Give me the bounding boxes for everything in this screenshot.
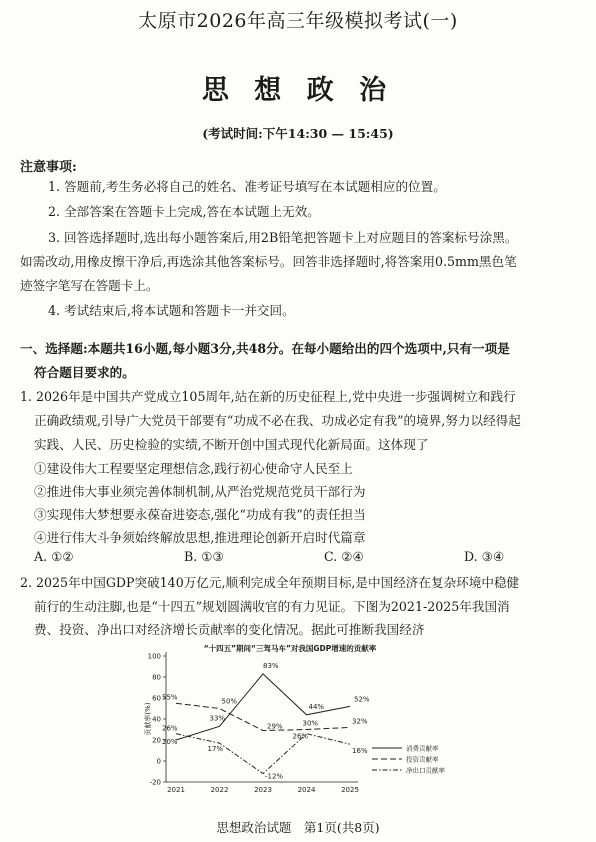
notice-line: 如需改动,用橡皮擦干净后,再选涂其他答案标号。回答非选择题时,将答案用0.5mm黑色笔 — [20, 254, 517, 269]
y-tick-label: 0 — [156, 757, 161, 766]
exam-title: 太原市2026年高三年级模拟考试(一) — [138, 10, 458, 32]
series-line-3 — [176, 734, 350, 774]
contribution-chart — [140, 642, 470, 814]
x-tick-label: 2022 — [210, 786, 229, 794]
question-1-text: 1. 2026年是中国共产党成立105周年,站在新的历史征程上,党中央进一步强调树立和践行 — [20, 389, 516, 404]
exam-time: (考试时间:下午14:30 — 15:45) — [202, 126, 394, 141]
option-a: A. ①② — [34, 549, 74, 564]
notice-line: 3. 回答选择题时,选出每小题答案后,用2B铅笔把答题卡上对应题目的答案标号涂黑。 — [48, 230, 518, 245]
option-c: C. ②④ — [324, 549, 364, 564]
chart-ylabel: 贡献率(%) — [144, 702, 152, 736]
question-2-text: 费、投资、净出口对经济增长贡献率的变化情况。据此可推断我国经济 — [34, 622, 425, 637]
y-tick-label: 60 — [152, 694, 161, 703]
option-b: B. ①③ — [184, 549, 224, 564]
data-label: -12% — [265, 772, 284, 781]
question-1-statement: ①建设伟大工程要坚定理想信念,践行初心使命守人民至上 — [34, 461, 353, 476]
question-2-text: 2. 2025年中国GDP突破140万亿元,顺利完成全年预期目标,是中国经济在复杂环境中稳健 — [20, 575, 520, 590]
question-2-text: 前行的生动注脚,也是“十四五”规划圆满收官的有力见证。下图为2021-2025年我国消 — [34, 599, 510, 614]
data-label: 26% — [292, 732, 309, 741]
contribution-chart-svg — [140, 642, 470, 814]
data-label: 52% — [354, 695, 370, 704]
x-tick-label: 2025 — [341, 786, 359, 794]
option-d: D. ③④ — [464, 549, 505, 564]
chart-title: “十四五”期间“三驾马车”对我国GDP增速的贡献率 — [203, 644, 377, 653]
notice-line: 迹签字笔写在答题卡上。 — [20, 278, 159, 293]
legend-label-1: 消费贡献率 — [406, 744, 439, 753]
question-1-text: 正确政绩观,引导广大党员干部要有“功成不必在我、功成必定有我”的境界,努力以经得起 — [34, 413, 521, 428]
question-1-text: 实践、人民、历史检验的实绩,不断开创中国式现代化新局面。这体现了 — [34, 437, 429, 452]
question-1-statement: ④进行伟大斗争须始终解放思想,推进理论创新开启时代篇章 — [34, 530, 366, 545]
x-tick-label: 2021 — [167, 786, 185, 794]
notice-line: 1. 答题前,考生务必将自己的姓名、准考证号填写在本试题相应的位置。 — [48, 179, 446, 194]
notice-line: 4. 考试结束后,将本试题和答题卡一并交回。 — [48, 303, 295, 318]
data-label: 30% — [302, 719, 319, 728]
data-label: 44% — [308, 702, 325, 711]
section-heading-cont: 符合题目要求的。 — [34, 365, 135, 380]
data-label: 55% — [162, 693, 178, 702]
x-tick-label: 2024 — [297, 786, 316, 794]
legend-label-2: 投资贡献率 — [406, 755, 439, 764]
question-1-statement: ③实现伟大梦想要永葆奋进姿态,强化“功成有我”的责任担当 — [34, 507, 366, 522]
page-footer: 思想政治试题 第1页(共8页) — [216, 820, 380, 835]
data-label: 17% — [207, 745, 224, 754]
subject-title: 思 想 政 治 — [201, 75, 395, 106]
y-tick-label: -20 — [149, 778, 161, 787]
data-label: 83% — [263, 661, 279, 670]
data-label: 50% — [221, 697, 238, 706]
data-label: 32% — [352, 717, 368, 726]
y-tick-label: 40 — [152, 715, 161, 724]
section-heading: 一、选择题:本题共16小题,每小题3分,共48分。在每小题给出的四个选项中,只有一项是 — [20, 341, 510, 356]
y-tick-label: 100 — [147, 652, 161, 661]
data-label: 33% — [209, 714, 226, 723]
x-tick-label: 2023 — [254, 786, 272, 794]
y-tick-label: 20 — [152, 736, 161, 745]
notice-heading: 注意事项: — [20, 160, 77, 175]
data-label: 20% — [162, 738, 178, 746]
legend-label-3: 净出口贡献率 — [406, 766, 445, 775]
y-tick-label: 80 — [152, 673, 161, 682]
notice-line: 2. 全部答案在答题卡上完成,答在本试题上无效。 — [48, 204, 320, 219]
data-label: 26% — [162, 724, 178, 733]
data-label: 29% — [267, 722, 283, 731]
data-label: 16% — [352, 747, 368, 756]
question-1-statement: ②推进伟大事业须完善体制机制,从严治党规范党员干部行为 — [34, 484, 366, 499]
